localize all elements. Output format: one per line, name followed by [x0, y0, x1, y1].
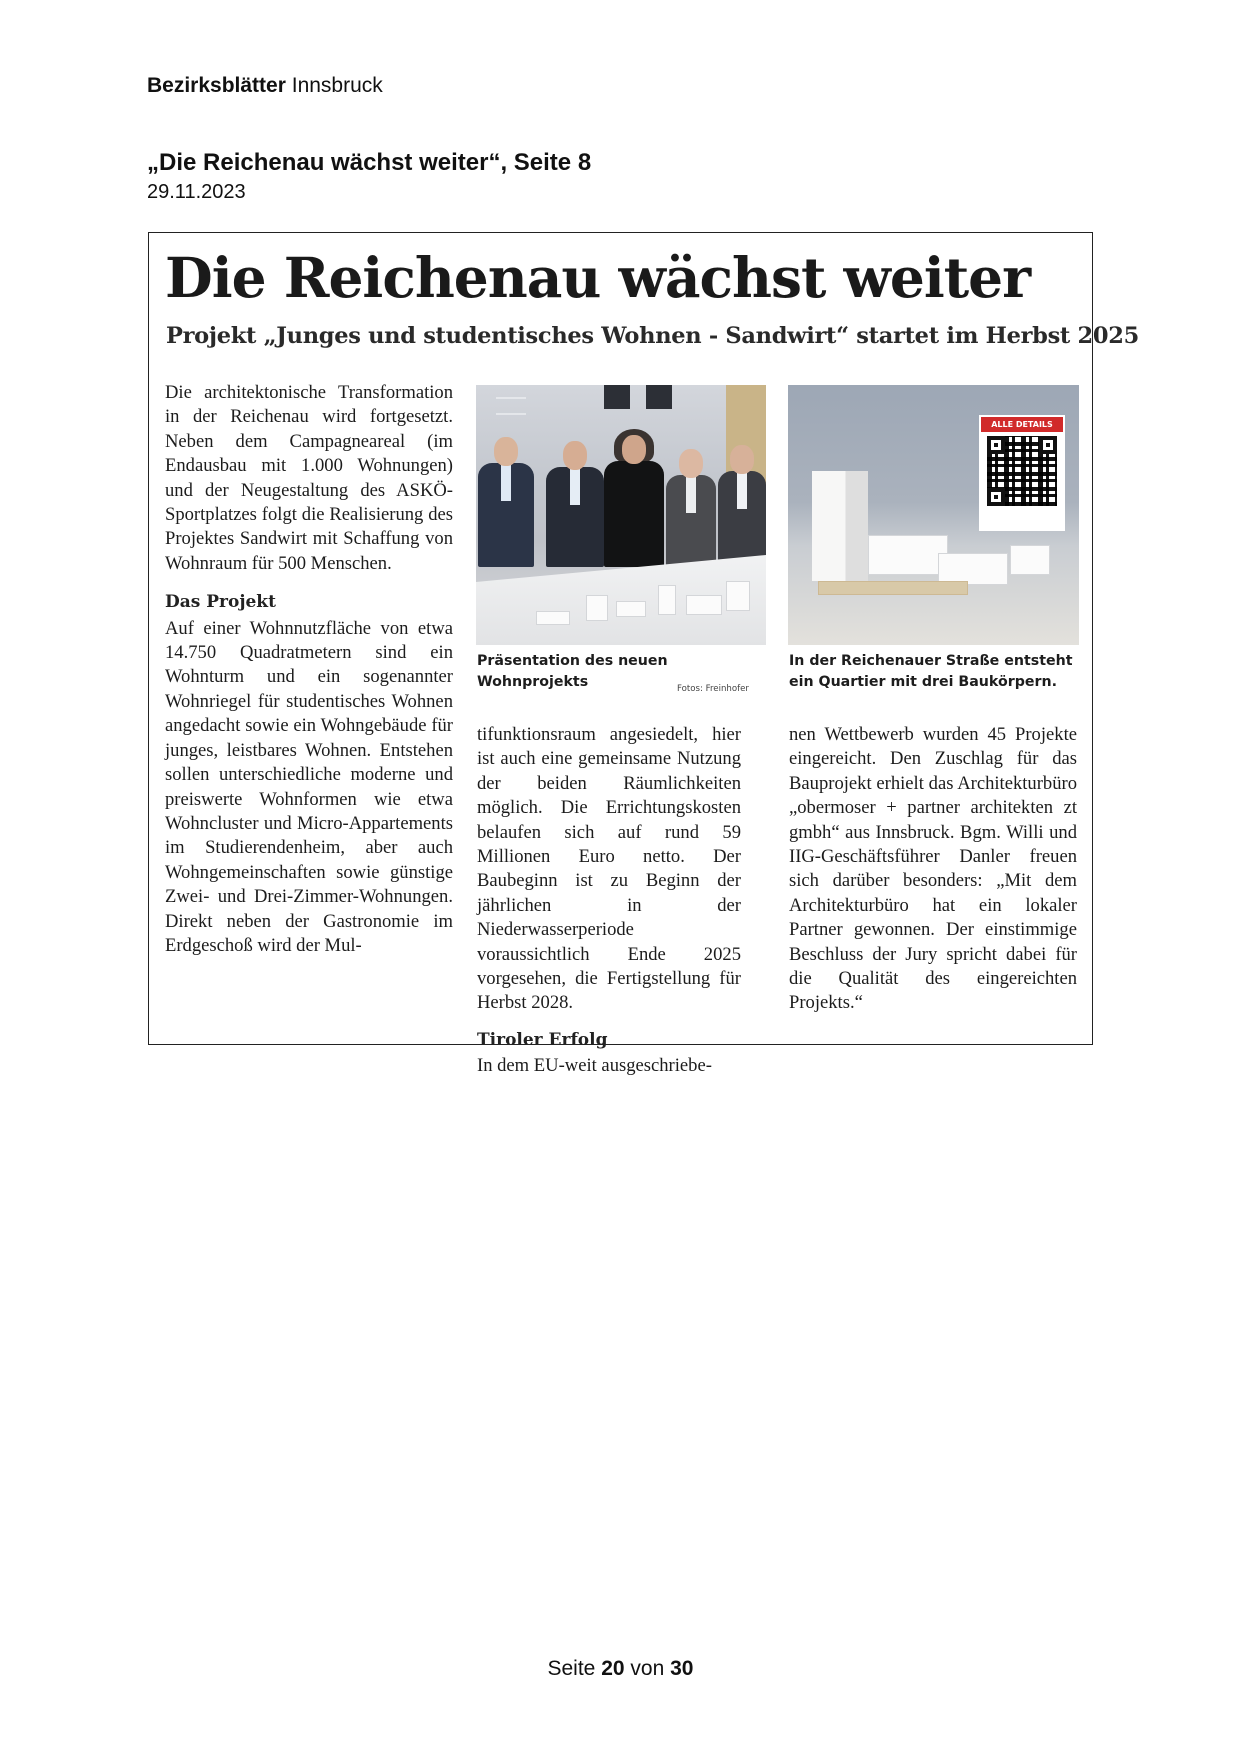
page-total: 30 — [670, 1657, 694, 1680]
article-intro: Die architektonische Transformation in der Reichenau wird fortgesetzt. Neben dem Campagneareal (im Endausbau mit 1.000 Wohnungen) und der Neugestaltung des ASKÖ-Sportplatzes folgt die Realisierung des Projektes Sandwirt mit Schaffung von Wohnraum für 500 Menschen. — [165, 382, 453, 574]
section-text-project: Auf einer Wohnnutzfläche von etwa 14.750 Quadratmetern sind ein Wohnturm und ein sogenannter Wohnriegel für studentisches Wohnen angedacht sowie ein Wohngebäude für junges, leistbares Wohnen. Entstehen sollen unterschiedliche moderne und preiswerte Wohnformen wie etwa Wohncluster und Micro-Appartements im Studierendenheim, aber auch Wohngemeinschaften sowie günstige Zwei- und Drei-Zimmer-Wohnungen. Direkt neben der Gastronomie im Erdgeschoß wird der Mul- — [165, 617, 453, 956]
column-3-text: nen Wettbewerb wurden 45 Projekte eingereicht. Den Zuschlag für das Bauprojekt erhielt das Architekturbüro „obermoser + partner architekten zt gmbh“ aus Innsbruck. Bgm. Willi und IIG-Geschäftsführer Danler freuen sich darüber besonders: „Mit dem Architekturbüro hat ein lokaler Partner gewonnen. Der einstimmige Beschluss der Jury spricht dabei für die Qualität des eingereichten Projekts.“ — [789, 724, 1077, 1014]
page-prefix: Seite — [547, 1657, 596, 1680]
article-column-3 — [789, 723, 1077, 1016]
section-text-success: In dem EU-weit ausgeschriebe- — [477, 1055, 712, 1077]
newspaper-clipping — [148, 232, 1139, 1077]
person-figure — [666, 449, 716, 567]
wall-logo-graphic — [496, 397, 526, 415]
clip-date: 29.11.2023 — [147, 181, 246, 203]
photo-credit: Fotos: Freinhofer — [677, 684, 749, 694]
person-figure — [478, 437, 534, 567]
article-headline: Die Reichenau wächst weiter — [165, 245, 1031, 310]
person-figure — [546, 441, 604, 567]
page-middle: von — [630, 1657, 665, 1680]
section-heading-project: Das Projekt — [165, 592, 276, 613]
publication-name: Bezirksblätter — [147, 74, 286, 97]
article-column-1 — [165, 381, 453, 958]
person-figure — [604, 435, 664, 567]
article-column-2 — [477, 723, 741, 1079]
architecture-model — [476, 555, 766, 645]
photo-caption-model: In der Reichenauer Straße entsteht ein Quartier mit drei Baukörpern. — [789, 653, 1073, 690]
page-current: 20 — [601, 1657, 625, 1680]
photo-presentation — [476, 385, 766, 645]
article-subheadline: Projekt „Junges und studentisches Wohnen - Sandwirt“ startet im Herbst 2025 — [166, 323, 1139, 349]
clip-title: „Die Reichenau wächst weiter“, Seite 8 — [147, 149, 592, 176]
qr-label: ALLE DETAILS — [981, 417, 1063, 432]
model-tower — [812, 471, 868, 581]
publication-header — [147, 74, 383, 98]
column-2-text: tifunktionsraum angesiedelt, hier ist auch eine gemeinsame Nutzung der beiden Räumlichkeiten möglich. Die Errichtungskosten belaufen sich auf rund 59 Millionen Euro netto. Der Baubeginn ist zu Beginn der jährlichen in der Niederwasserperiode voraussichtlich Ende 2025 vorgesehen, die Fertigstellung für Herbst 2028. — [477, 724, 741, 1014]
section-heading-success: Tiroler Erfolg — [477, 1029, 608, 1050]
qr-code-icon[interactable] — [987, 436, 1057, 506]
qr-code-badge[interactable] — [979, 415, 1065, 531]
publication-region: Innsbruck — [291, 74, 383, 97]
ceiling-lamp — [604, 385, 630, 409]
ceiling-lamp — [646, 385, 672, 409]
page-number — [0, 1657, 1241, 1681]
person-figure — [718, 445, 766, 567]
photo-model — [788, 385, 1079, 645]
photo-caption-presentation: Präsentation des neuen Wohnprojekts — [477, 653, 668, 690]
